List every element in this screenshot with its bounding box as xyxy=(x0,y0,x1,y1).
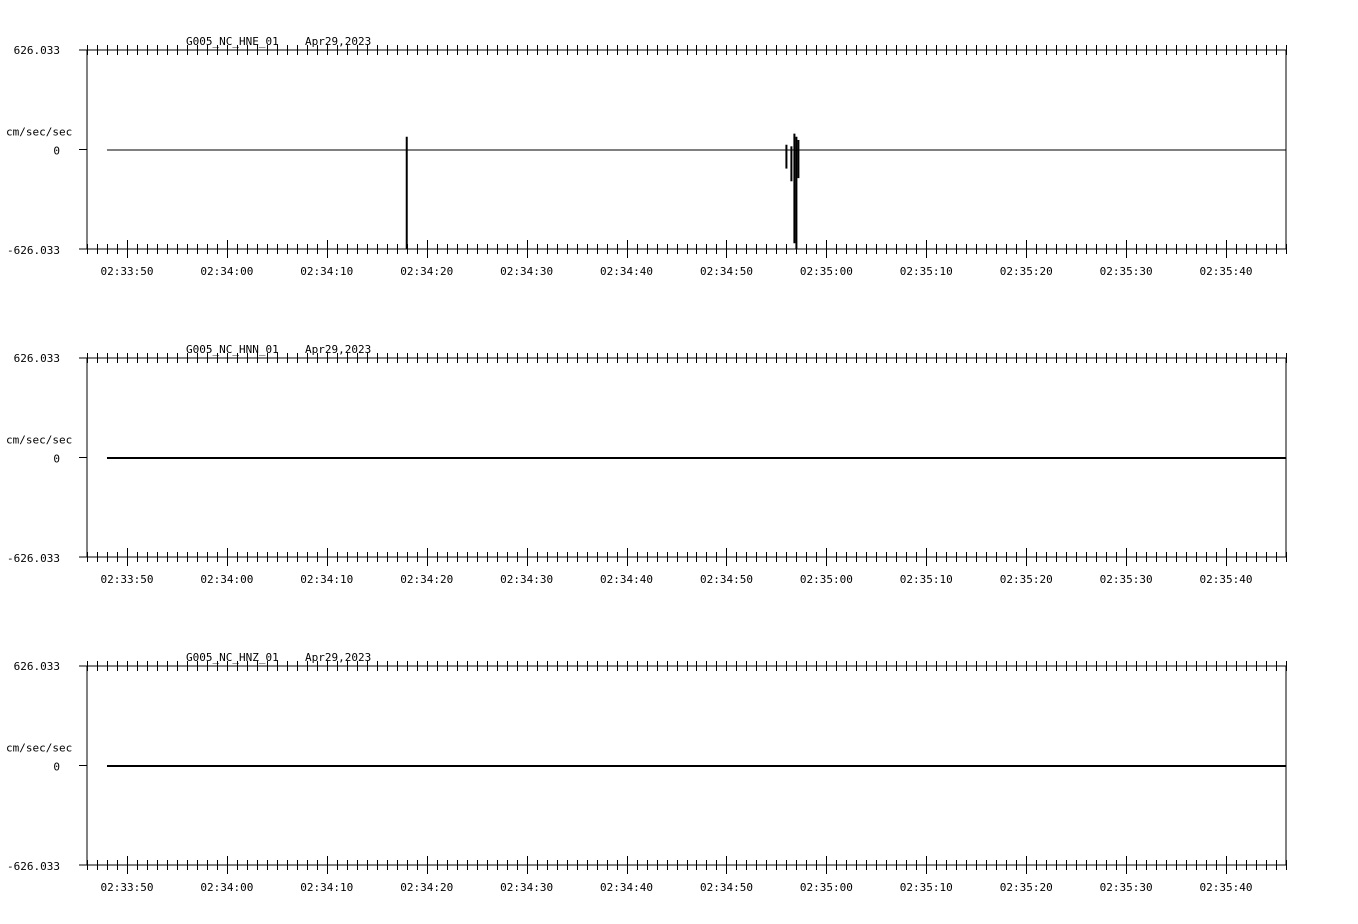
x-tick-label: 02:35:00 xyxy=(799,881,853,894)
chart-title-station: G005_NC_HNE_01 xyxy=(186,35,279,48)
panel-2 xyxy=(6,343,1287,586)
y-tick-label: 626.033 xyxy=(13,44,60,57)
x-tick-label: 02:35:20 xyxy=(999,881,1053,894)
x-tick-label: 02:34:10 xyxy=(300,573,354,586)
x-tick-label: 02:34:50 xyxy=(699,573,753,586)
x-tick-label: 02:35:40 xyxy=(1199,265,1253,278)
x-tick-label: 02:35:00 xyxy=(799,573,853,586)
x-tick-label: 02:34:10 xyxy=(300,881,354,894)
chart-title-station: G005_NC_HNZ_01 xyxy=(186,651,279,664)
y-tick-label: 0 xyxy=(53,452,60,466)
x-tick-label: 02:34:30 xyxy=(500,265,554,278)
x-tick-label: 02:34:20 xyxy=(400,265,454,278)
panel-1 xyxy=(6,35,1287,278)
chart-title-date: Apr29,2023 xyxy=(305,35,372,48)
chart-title-date: Apr29,2023 xyxy=(305,651,372,664)
x-tick-label: 02:35:40 xyxy=(1199,881,1253,894)
y-tick-label: -626.033 xyxy=(7,552,60,565)
x-tick-label: 02:35:30 xyxy=(1099,265,1153,278)
panel-3 xyxy=(6,651,1287,894)
x-tick-label: 02:35:10 xyxy=(899,881,953,894)
y-tick-label: -626.033 xyxy=(7,860,60,873)
x-tick-label: 02:34:30 xyxy=(500,573,554,586)
y-axis-label: cm/sec/sec xyxy=(6,433,73,447)
x-tick-label: 02:34:10 xyxy=(300,265,354,278)
x-tick-label: 02:35:10 xyxy=(899,265,953,278)
chart-title-date: Apr29,2023 xyxy=(305,343,372,356)
x-tick-label: 02:35:20 xyxy=(999,573,1053,586)
y-tick-label: 626.033 xyxy=(13,352,60,365)
x-tick-label: 02:35:20 xyxy=(999,265,1053,278)
y-tick-label: -626.033 xyxy=(7,244,60,257)
y-tick-label: 0 xyxy=(53,760,60,774)
x-tick-label: 02:34:50 xyxy=(699,265,753,278)
y-axis-label: cm/sec/sec xyxy=(6,741,73,755)
y-axis-label: cm/sec/sec xyxy=(6,125,73,139)
y-tick-label: 0 xyxy=(53,144,60,158)
x-tick-label: 02:35:30 xyxy=(1099,881,1153,894)
x-tick-label: 02:34:40 xyxy=(600,881,654,894)
x-tick-label: 02:35:00 xyxy=(799,265,853,278)
x-tick-label: 02:34:50 xyxy=(699,881,753,894)
y-tick-label: 626.033 xyxy=(13,660,60,673)
x-tick-label: 02:34:30 xyxy=(500,881,554,894)
x-tick-label: 02:34:00 xyxy=(200,573,254,586)
x-tick-label: 02:34:40 xyxy=(600,573,654,586)
x-tick-label: 02:33:50 xyxy=(100,573,154,586)
x-tick-label: 02:35:10 xyxy=(899,573,953,586)
x-tick-label: 02:35:30 xyxy=(1099,573,1153,586)
x-tick-label: 02:34:20 xyxy=(400,881,454,894)
x-tick-label: 02:35:40 xyxy=(1199,573,1253,586)
x-tick-label: 02:34:00 xyxy=(200,881,254,894)
x-tick-label: 02:34:00 xyxy=(200,265,254,278)
x-tick-label: 02:33:50 xyxy=(100,265,154,278)
x-tick-label: 02:33:50 xyxy=(100,881,154,894)
x-tick-label: 02:34:20 xyxy=(400,573,454,586)
chart-title-station: G005_NC_HNN_01 xyxy=(186,343,279,356)
x-tick-label: 02:34:40 xyxy=(600,265,654,278)
